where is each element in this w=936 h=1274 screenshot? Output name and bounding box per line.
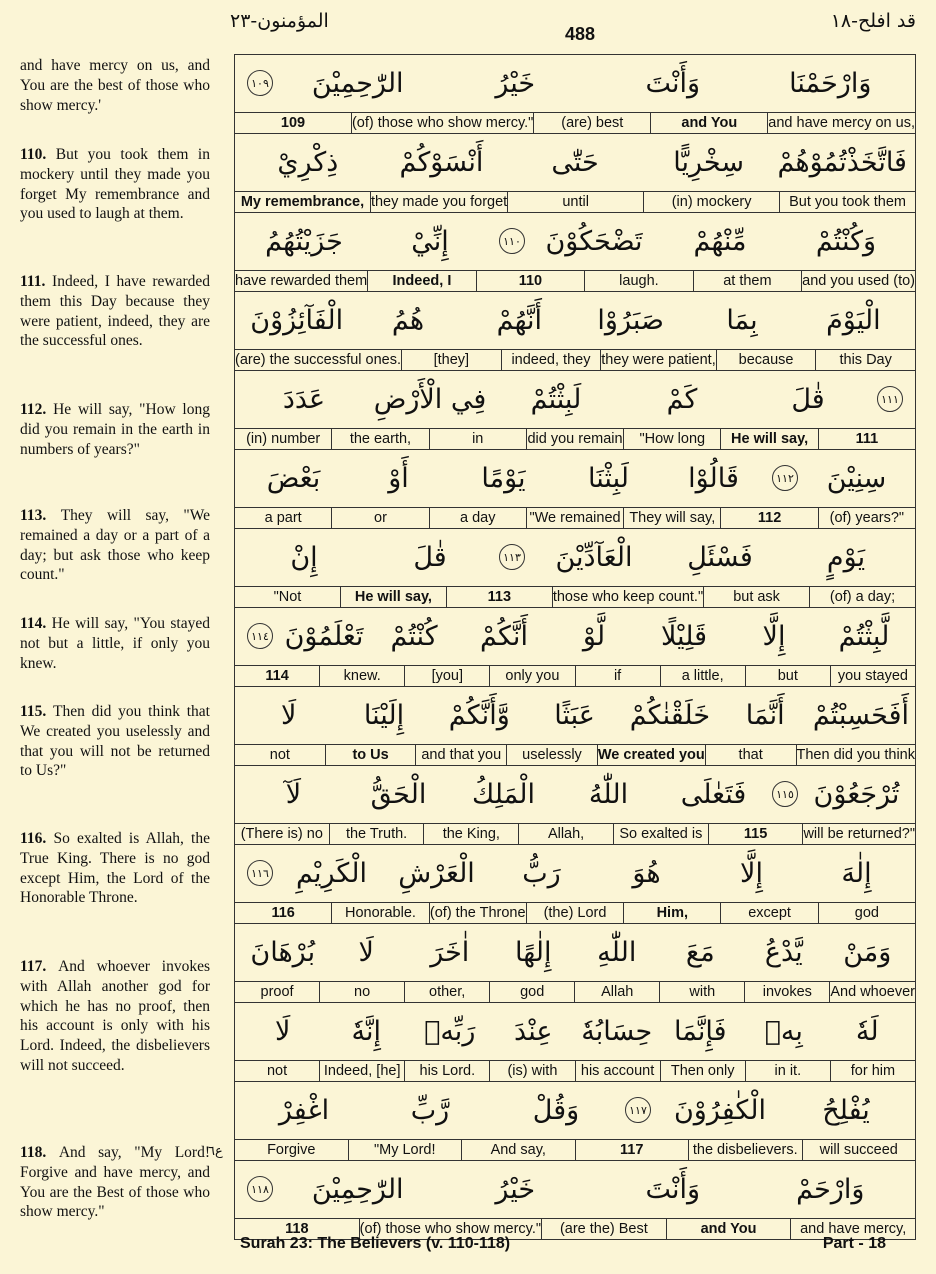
gloss-cell: and have mercy on us,: [768, 115, 915, 131]
gloss-cell: with: [659, 982, 744, 1002]
gloss-cell: not: [269, 747, 290, 763]
arabic-word: عَبَثًا: [554, 699, 595, 731]
gloss-cell: the disbelievers.: [688, 1140, 802, 1160]
grid-row: [235, 1161, 915, 1240]
gloss-cell: (in) number: [246, 431, 321, 447]
arabic-line: [235, 1161, 915, 1217]
gloss-cell: We created you: [597, 747, 705, 763]
gloss-cell: Forgive: [267, 1142, 316, 1158]
arabic-word: يُفْلِحُ: [822, 1094, 870, 1126]
grid-row: [235, 924, 915, 1003]
side-verse: [20, 702, 210, 781]
arabic-word: إِلٰهَ: [841, 857, 872, 889]
gloss-cell: 118: [285, 1221, 309, 1237]
gloss-cell: 114: [265, 668, 289, 684]
gloss-cell: for him: [830, 1061, 915, 1081]
arabic-word: حِسَابُهٗ: [581, 1015, 653, 1047]
gloss-cell: the King,: [423, 824, 518, 844]
gloss-cell: 117: [575, 1140, 689, 1160]
side-verse: [20, 272, 210, 351]
gloss-cell: (are) best: [533, 113, 650, 133]
gloss-cell: (of) those who show mercy.": [359, 1221, 542, 1237]
arabic-word: وَّأَنَّكُمْ: [448, 699, 510, 731]
gloss-cell: except: [720, 903, 817, 923]
arabic-word: إِلَيْنَا: [363, 699, 405, 731]
verse-number: 110.: [20, 146, 56, 163]
gloss-cell: and you used (to): [802, 273, 915, 289]
arabic-word: تَضْحَكُوْنَ: [545, 225, 643, 257]
english-gloss-line: [235, 823, 915, 844]
gloss-cell: "My Lord!: [348, 1140, 462, 1160]
grid-row: [235, 687, 915, 766]
gloss-cell: 115: [708, 824, 803, 844]
arabic-word: فَاتَّخَذْتُمُوْهُمْ: [777, 146, 907, 178]
arabic-word: فَإِنَّمَا: [674, 1015, 727, 1047]
gloss-cell: proof: [260, 984, 294, 1000]
arabic-word: إِنِّيْ: [411, 225, 449, 257]
grid-row: [235, 766, 915, 845]
english-gloss-line: [235, 665, 915, 686]
arabic-word: فَتَعٰلَى: [680, 778, 747, 810]
arabic-word: وَكُنْتُمْ: [815, 225, 877, 257]
grid-row: [235, 292, 915, 371]
arabic-word: مِّنْهُمْ: [693, 225, 747, 257]
arabic-word: فَسْئَلِ: [687, 541, 753, 573]
gloss-cell: [you]: [404, 666, 489, 686]
arabic-word: بَعْضَ: [266, 462, 321, 494]
english-gloss-line: [235, 507, 915, 528]
english-gloss-line: [235, 902, 915, 923]
english-gloss-line: [235, 744, 915, 765]
arabic-word: يَّدْعُ: [764, 936, 803, 968]
word-grid: [234, 54, 916, 1240]
gloss-cell: Allah,: [518, 824, 613, 844]
gloss-cell: will be returned?": [803, 826, 915, 842]
arabic-word: الْعَرْشِ: [398, 857, 475, 889]
gloss-cell: but: [745, 666, 830, 686]
english-gloss-line: [235, 349, 915, 370]
gloss-cell: god: [489, 982, 574, 1002]
verse-number: 115.: [20, 703, 54, 720]
gloss-cell: until: [507, 192, 643, 212]
arabic-line: [235, 845, 915, 901]
verse-marker: ١٠٩: [247, 70, 273, 96]
side-verse: [20, 829, 210, 908]
arabic-word: حَتّٰى: [551, 146, 599, 178]
gloss-cell: Honorable.: [331, 903, 428, 923]
verse-marker: ١١٧: [625, 1097, 651, 1123]
verse-number: 113.: [20, 507, 61, 524]
gloss-cell: Then did you think: [796, 747, 915, 763]
arabic-word: كَمْ: [666, 383, 698, 415]
arabic-word: اغْفِرْ: [278, 1094, 330, 1126]
verse-number: 116.: [20, 830, 54, 847]
arabic-word: تُرْجَعُوْنَ: [813, 778, 900, 810]
arabic-word: قٰلَ: [413, 541, 447, 573]
gloss-cell: 111: [818, 429, 915, 449]
gloss-cell: knew.: [319, 666, 404, 686]
grid-row: [235, 845, 915, 924]
verse-marker: ١١٦: [247, 860, 273, 886]
arabic-word: لَا: [358, 936, 374, 968]
arabic-word: أَنْسَوْكُمْ: [399, 146, 484, 178]
verse-text: Indeed, I have rewarded them this Day because they were patient, indeed, they are the successful ones.: [20, 273, 210, 350]
arabic-word: خَيْرُ: [495, 1173, 536, 1205]
arabic-word: الْفَآئِزُوْنَ: [250, 304, 344, 336]
side-verse: [20, 56, 210, 115]
arabic-word: قَالُوْا: [688, 462, 739, 494]
arabic-word: بِهٖ: [764, 1015, 803, 1047]
arabic-word: الْيَوْمَ: [826, 304, 881, 336]
arabic-word: مَعَ: [685, 936, 715, 968]
arabic-line: [235, 55, 915, 111]
gloss-cell: laugh.: [584, 271, 692, 291]
gloss-cell: in: [429, 429, 526, 449]
arabic-line: [235, 608, 915, 664]
arabic-word: يَوْمًا: [481, 462, 526, 494]
gloss-cell: Him,: [623, 903, 720, 923]
verse-text: Then did you think that We created you uselessly and that you will not be returned to Us?": [20, 703, 210, 780]
gloss-cell: a little,: [660, 666, 745, 686]
arabic-word: لَهٗ: [855, 1015, 879, 1047]
gloss-cell: Indeed, [he]: [319, 1061, 404, 1081]
arabic-word: أَفَحَسِبْتُمْ: [812, 699, 909, 731]
side-verse: [20, 614, 210, 673]
verse-text: And whoever invokes with Allah another god for which he has no proof, then his account is only with his Lord. Indeed, the disbelievers will not succeed.: [20, 958, 210, 1074]
arabic-word: الْحَقُّ: [370, 778, 427, 810]
gloss-cell: but ask: [703, 587, 809, 607]
gloss-cell: and that you: [415, 745, 506, 765]
gloss-cell: "Not: [273, 589, 302, 605]
arabic-word: أَنَّمَا: [745, 699, 785, 731]
gloss-cell: "How long: [623, 429, 720, 449]
arabic-word: الْكٰفِرُوْنَ: [673, 1094, 767, 1126]
verse-marker: ١١٥: [772, 781, 798, 807]
grid-row: [235, 1003, 915, 1082]
gloss-cell: and You: [650, 113, 767, 133]
gloss-cell: invokes: [744, 982, 829, 1002]
gloss-cell: (of) years?": [818, 508, 915, 528]
arabic-word: أَنَّهُمْ: [496, 304, 543, 336]
arabic-line: [235, 924, 915, 980]
gloss-cell: He will say,: [340, 587, 446, 607]
english-gloss-line: [235, 270, 915, 291]
verse-text: He will say, "You stayed not but a little, if only you knew.: [20, 615, 210, 672]
english-gloss-line: [235, 112, 915, 133]
gloss-cell: But you took them: [779, 192, 915, 212]
arabic-word: بِمَا: [726, 304, 758, 336]
gloss-cell: [they]: [401, 350, 501, 370]
arabic-word: رَّبِّ: [410, 1094, 450, 1126]
arabic-word: اٰخَرَ: [430, 936, 470, 968]
arabic-word: الْمَلِكُ: [471, 778, 536, 810]
grid-row: [235, 529, 915, 608]
arabic-word: عِنْدَ: [514, 1015, 553, 1047]
verse-text: But you took them in mockery until they made you forget My remembrance and you used to laugh at them.: [20, 146, 210, 223]
arabic-word: جَزَيْتُهُمُ: [265, 225, 343, 257]
gloss-cell: a part: [264, 510, 302, 526]
grid-row: [235, 371, 915, 450]
arabic-word: لَّوْ: [582, 620, 606, 652]
arabic-word: إِلَّا: [740, 857, 763, 889]
side-verse: [20, 400, 210, 459]
arabic-word: الْكَرِيْمِ: [295, 857, 368, 889]
gloss-cell: (of) a day;: [809, 587, 915, 607]
verse-number: 111.: [20, 273, 53, 290]
arabic-word: قٰلَ: [791, 383, 825, 415]
verse-text: So exalted is Allah, the True King. There is no god except Him, the Lord of the Honorable Throne.: [20, 830, 210, 907]
arabic-word: إِلَّا: [762, 620, 786, 652]
gloss-cell: this Day: [815, 350, 915, 370]
arabic-word: لَبِثْنَا: [588, 462, 629, 494]
verse-marker: ١١٤: [247, 623, 273, 649]
arabic-line: [235, 450, 915, 506]
english-gloss-line: [235, 1139, 915, 1160]
verse-text: They will say, "We remained a day or a part of a day; but ask those who keep count.": [20, 507, 210, 584]
arabic-word: لَبِثْتُمْ: [530, 383, 582, 415]
arabic-word: إِلٰهًا: [515, 936, 552, 968]
arabic-word: إِنَّهٗ: [351, 1015, 381, 1047]
arabic-word: خَلَقْنٰكُمْ: [629, 699, 711, 731]
gloss-cell: So exalted is: [613, 824, 708, 844]
arabic-word: وَأَنْتَ: [645, 1173, 701, 1205]
gloss-cell: (of) the Throne: [429, 905, 526, 921]
arabic-word: رَبِّهٖ: [424, 1015, 476, 1047]
arabic-word: قَلِيْلًا: [660, 620, 708, 652]
page-number: 488: [564, 24, 596, 44]
gloss-cell: 116: [271, 905, 295, 921]
header-left: المؤمنون-٢٣: [230, 10, 329, 32]
gloss-cell: because: [716, 350, 816, 370]
gloss-cell: Indeed, I: [367, 271, 475, 291]
verse-text: And say, "My Lord! Forgive and have mercy, and You are the Best of those who show mercy.": [20, 1144, 210, 1221]
arabic-word: فِي الْأَرْضِ: [373, 383, 487, 415]
arabic-word: الرّٰحِمِيْنَ: [311, 67, 404, 99]
gloss-cell: only you: [489, 666, 574, 686]
arabic-word: وَقُلْ: [532, 1094, 580, 1126]
gloss-cell: 113: [446, 587, 552, 607]
arabic-word: الْعَآدِّيْنَ: [555, 541, 633, 573]
verse-number: 118.: [20, 1144, 59, 1161]
arabic-word: لَا: [275, 1015, 291, 1047]
arabic-word: رَبُّ: [522, 857, 561, 889]
arabic-word: بُرْهَانَ: [250, 936, 316, 968]
arabic-line: [235, 213, 915, 269]
verse-marker: ١١٨: [247, 1176, 273, 1202]
arabic-word: عَدَدَ: [282, 383, 326, 415]
verse-marker: ١١٣: [499, 544, 525, 570]
english-gloss-line: [235, 428, 915, 449]
arabic-word: صَبَرُوْا: [597, 304, 664, 336]
arabic-word: لَّبِثْتُمْ: [838, 620, 890, 652]
side-verse: [20, 1143, 210, 1222]
arabic-word: وَارْحَمْنَا: [789, 67, 872, 99]
side-verse: [20, 506, 210, 585]
header-right: قد افلح-١٨: [830, 10, 916, 32]
gloss-cell: and have mercy,: [790, 1219, 915, 1239]
gloss-cell: 109: [280, 115, 306, 131]
arabic-word: وَمَنْ: [843, 936, 892, 968]
arabic-word: لَا: [280, 699, 297, 731]
arabic-line: [235, 687, 915, 743]
verse-text: and have mercy on us, and You are the best of those who show mercy.': [20, 57, 210, 114]
gloss-cell: and You: [666, 1219, 791, 1239]
gloss-cell: (is) with: [489, 1061, 574, 1081]
gloss-cell: uselessly: [506, 745, 597, 765]
english-gloss-line: [235, 586, 915, 607]
gloss-cell: 110: [476, 271, 584, 291]
gloss-cell: 112: [720, 508, 817, 528]
arabic-word: هُمُ: [391, 304, 425, 336]
english-gloss-line: [235, 981, 915, 1002]
gloss-cell: god: [818, 903, 915, 923]
gloss-cell: his Lord.: [404, 1061, 489, 1081]
verse-marker: ١١٢: [772, 465, 798, 491]
gloss-cell: no: [319, 982, 404, 1002]
gloss-cell: will succeed: [802, 1140, 916, 1160]
verse-marker: ١١١: [877, 386, 903, 412]
arabic-word: سِخْرِيًّا: [673, 146, 744, 178]
gloss-cell: (are the) Best: [541, 1219, 666, 1239]
gloss-cell: those who keep count.": [552, 589, 704, 605]
arabic-word: الرّٰحِمِيْنَ: [311, 1173, 404, 1205]
gloss-cell: they were patient,: [601, 352, 716, 368]
verse-marker: ١١٠: [499, 228, 525, 254]
gloss-cell: a day: [429, 508, 526, 528]
gloss-cell: in it.: [745, 1061, 830, 1081]
gloss-cell: And whoever: [830, 984, 915, 1000]
side-verse: [20, 957, 210, 1076]
gloss-cell: have rewarded them: [235, 273, 368, 289]
verse-number: 114.: [20, 615, 52, 632]
grid-row: [235, 213, 915, 292]
arabic-word: أَنَّكُمْ: [480, 620, 528, 652]
verse-number: 117.: [20, 958, 59, 975]
ruku-mark: ع٦: [208, 1144, 223, 1159]
gloss-cell: (There is) no: [240, 826, 323, 842]
gloss-cell: Then only: [660, 1061, 745, 1081]
arabic-line: [235, 529, 915, 585]
gloss-cell: He will say,: [720, 429, 817, 449]
gloss-cell: the Truth.: [329, 824, 424, 844]
arabic-line: [235, 371, 915, 427]
grid-row: [235, 608, 915, 687]
grid-row: [235, 55, 915, 134]
gloss-cell: if: [575, 666, 660, 686]
gloss-cell: to Us: [325, 745, 416, 765]
grid-row: [235, 1082, 915, 1161]
arabic-word: اللّٰهِ: [597, 936, 637, 968]
gloss-cell: the earth,: [331, 429, 428, 449]
arabic-word: كُنْتُمْ: [390, 620, 438, 652]
gloss-cell: They will say,: [623, 508, 720, 528]
arabic-line: [235, 766, 915, 822]
gloss-cell: Allah: [574, 982, 659, 1002]
gloss-cell: that: [705, 745, 796, 765]
verse-text: He will say, "How long did you remain in the earth in numbers of years?": [20, 401, 210, 458]
gloss-cell: (in) mockery: [643, 192, 779, 212]
arabic-line: [235, 292, 915, 348]
arabic-word: اللّٰهُ: [588, 778, 629, 810]
arabic-word: إِنْ: [290, 541, 318, 573]
grid-row: [235, 134, 915, 213]
arabic-word: وَأَنْتَ: [645, 67, 701, 99]
gloss-cell: you stayed: [830, 666, 915, 686]
english-gloss-line: [235, 1060, 915, 1081]
footer-part: Part - 18: [822, 1235, 886, 1252]
gloss-cell: (the) Lord: [526, 903, 623, 923]
side-verse: [20, 145, 210, 224]
arabic-word: أَوْ: [388, 462, 409, 494]
arabic-line: [235, 1003, 915, 1059]
gloss-cell: (of) those who show mercy.": [351, 115, 534, 131]
arabic-word: ذِكْرِيْ: [277, 146, 339, 178]
verse-number: 112.: [20, 401, 54, 418]
english-gloss-line: [235, 191, 915, 212]
arabic-line: [235, 1082, 915, 1138]
gloss-cell: My remembrance,: [240, 194, 365, 210]
gloss-cell: "We remained: [526, 508, 623, 528]
gloss-cell: other,: [404, 982, 489, 1002]
arabic-word: خَيْرُ: [495, 67, 536, 99]
arabic-word: وَارْحَمْ: [796, 1173, 865, 1205]
arabic-word: تَعْلَمُوْنَ: [284, 620, 364, 652]
gloss-cell: his account: [575, 1061, 660, 1081]
gloss-cell: And say,: [461, 1140, 575, 1160]
gloss-cell: did you remain: [527, 431, 623, 447]
arabic-word: يَوْمٍ: [826, 541, 866, 573]
arabic-line: [235, 134, 915, 190]
gloss-cell: at them: [693, 271, 801, 291]
gloss-cell: or: [331, 508, 428, 528]
arabic-word: سِنِيْنَ: [826, 462, 887, 494]
gloss-cell: they made you forget: [370, 194, 508, 210]
arabic-word: هُوَ: [632, 857, 661, 889]
gloss-cell: indeed, they: [501, 350, 601, 370]
gloss-cell: (are) the successful ones.: [235, 352, 402, 368]
grid-row: [235, 450, 915, 529]
gloss-cell: not: [266, 1063, 288, 1079]
arabic-word: لَآ: [285, 778, 302, 810]
footer-surah: Surah 23: The Believers (v. 110-118): [240, 1235, 511, 1252]
